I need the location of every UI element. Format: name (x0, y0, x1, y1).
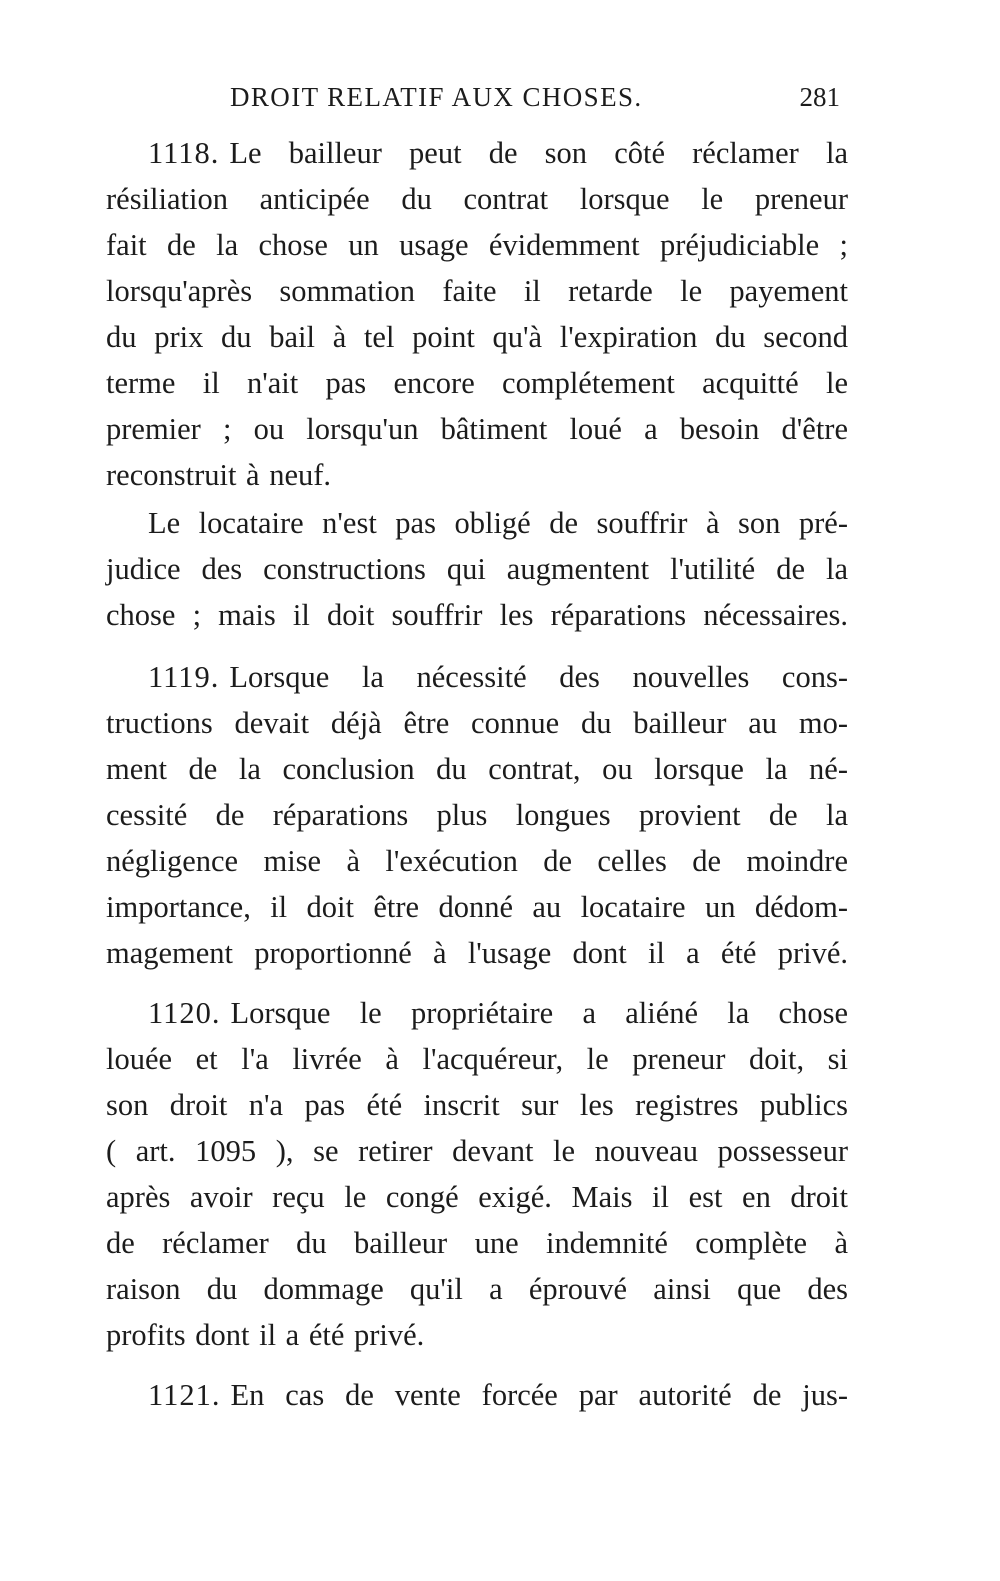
text-line: ( art. 1095 ), se retirer devant le nouveau possesseur (106, 1134, 848, 1168)
line-text: Lorsque la nécessité des nouvelles cons- (229, 660, 848, 694)
text-line: magement proportionné à l'usage dont il a été privé. (106, 936, 848, 970)
line-text: En cas de vente forcée par autorité de jus- (230, 1378, 848, 1412)
article-number: 1118. (148, 136, 220, 170)
text-line (148, 990, 848, 1036)
text-line: profits dont il a été privé. (106, 1318, 425, 1352)
text-line: importance, il doit être donné au locataire un dédom- (106, 890, 848, 924)
text-line: résiliation anticipée du contrat lorsque le preneur (106, 182, 848, 216)
text-line (148, 130, 848, 176)
line-text: Le bailleur peut de son côté réclamer la (229, 136, 848, 170)
text-line: raison du dommage qu'il a éprouvé ainsi que des (106, 1272, 848, 1306)
text-line: cessité de réparations plus longues provient de la (106, 798, 848, 832)
text-line: lorsqu'après sommation faite il retarde le payement (106, 274, 848, 308)
text-line: reconstruit à neuf. (106, 458, 332, 492)
text-line: premier ; ou lorsqu'un bâtiment loué a besoin d'être (106, 412, 848, 446)
article-number: 1120. (148, 996, 221, 1030)
text-line: fait de la chose un usage évidemment préjudiciable ; (106, 228, 848, 262)
text-line: négligence mise à l'exécution de celles de moindre (106, 844, 848, 878)
line-text: Lorsque le propriétaire a aliéné la chose (230, 996, 848, 1030)
text-line: Le locataire n'est pas obligé de souffrir à son pré- (148, 506, 848, 540)
text-line (148, 1372, 848, 1418)
text-line: tructions devait déjà être connue du bailleur au mo- (106, 706, 848, 740)
text-line: ment de la conclusion du contrat, ou lorsque la né- (106, 752, 848, 786)
text-line: judice des constructions qui augmentent l'utilité de la (106, 552, 848, 586)
text-line: louée et l'a livrée à l'acquéreur, le preneur doit, si (106, 1042, 848, 1076)
text-line: chose ; mais il doit souffrir les réparations nécessaires. (106, 598, 848, 632)
running-title: DROIT RELATIF AUX CHOSES. (230, 82, 643, 112)
article-number: 1121. (148, 1378, 221, 1412)
text-line: du prix du bail à tel point qu'à l'expiration du second (106, 320, 848, 354)
running-head (230, 82, 848, 122)
page-number: 281 (799, 82, 840, 112)
text-line: après avoir reçu le congé exigé. Mais il est en droit (106, 1180, 848, 1214)
text-line: terme il n'ait pas encore complétement acquitté le (106, 366, 848, 400)
text-line: son droit n'a pas été inscrit sur les registres publics (106, 1088, 848, 1122)
article-number: 1119. (148, 660, 220, 694)
text-line: de réclamer du bailleur une indemnité complète à (106, 1226, 848, 1260)
text-line (148, 654, 848, 700)
